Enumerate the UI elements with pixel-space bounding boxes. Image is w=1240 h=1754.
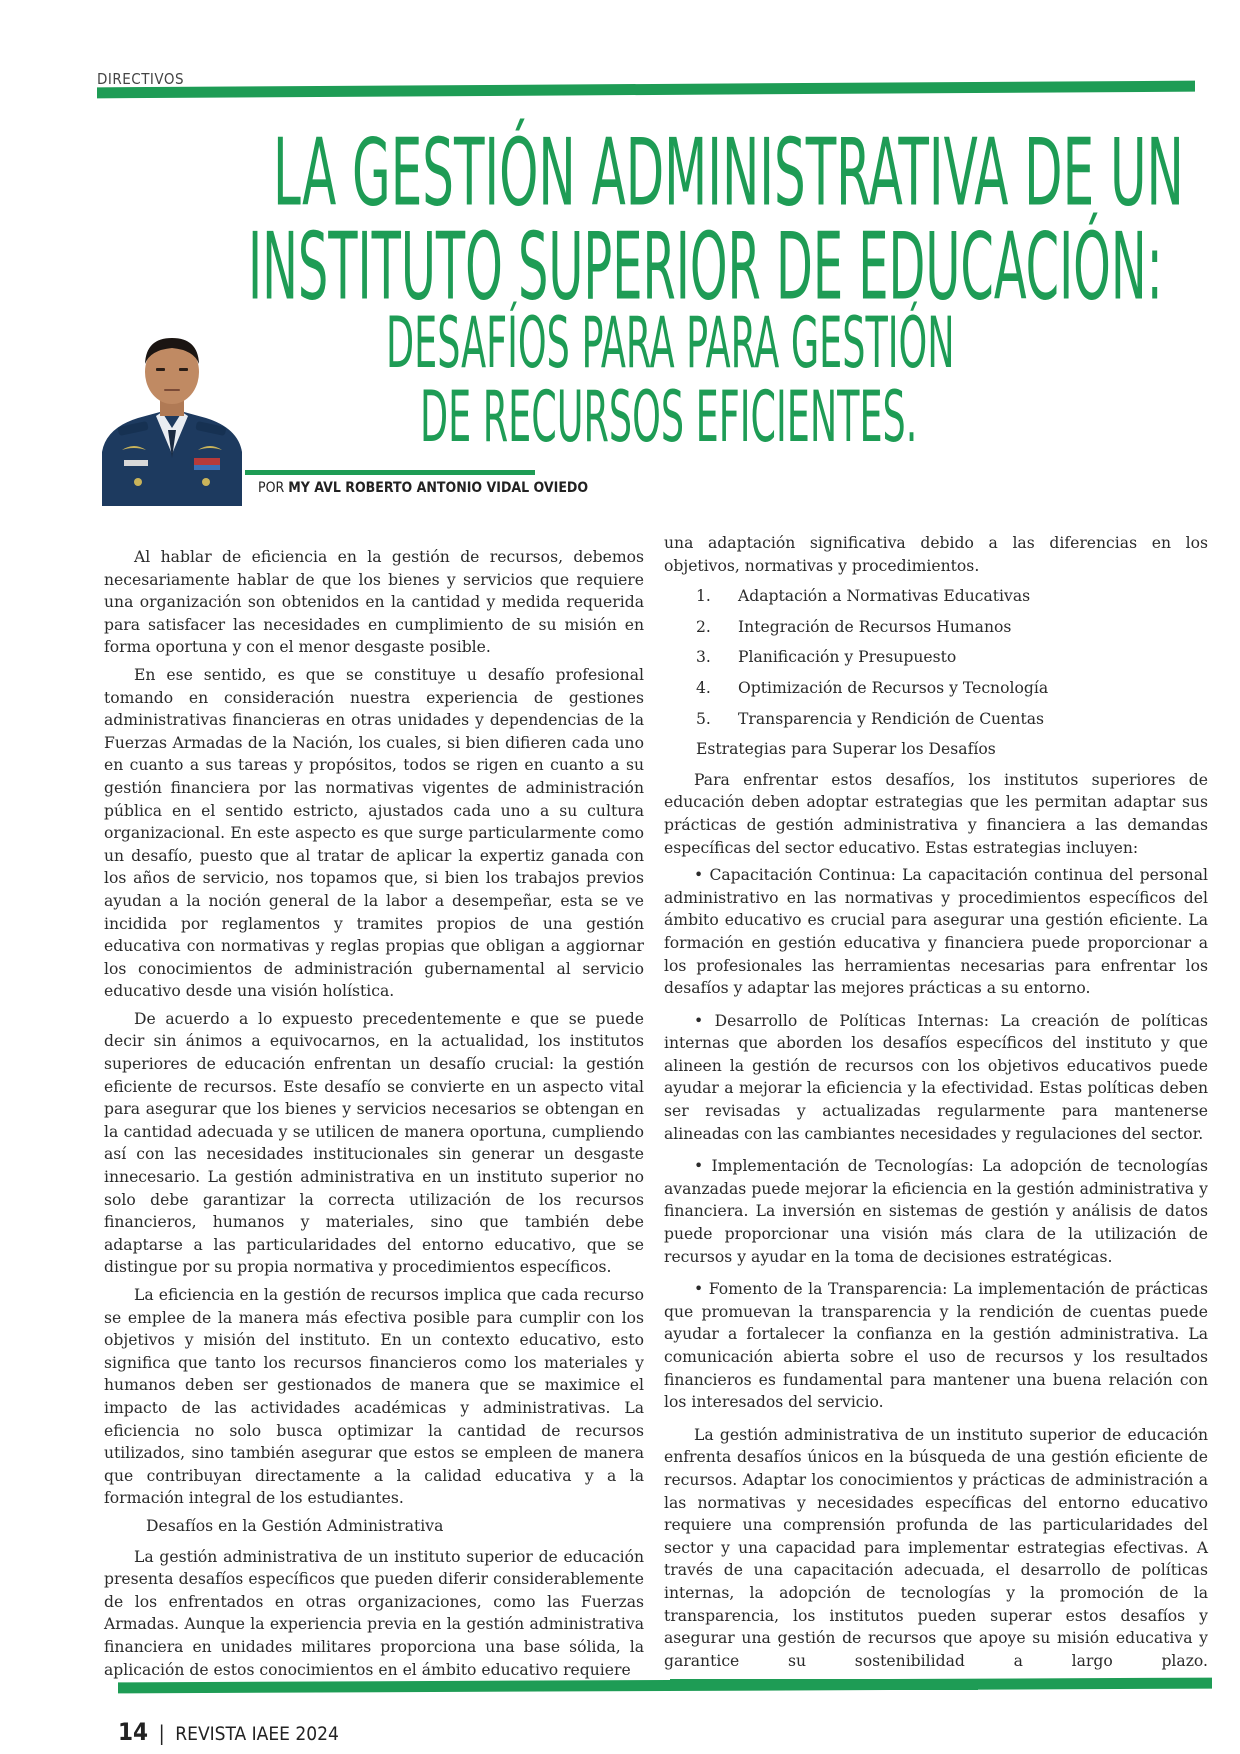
- magazine-name: REVISTA IAEE 2024: [175, 1723, 339, 1745]
- list-number: 2.: [696, 617, 711, 636]
- paragraph: En ese sentido, es que se constituye u desafío profesional tomando en consideración nuestra experiencia de gestiones administrativas financieras en otras unidades y dependencias de la Fuerzas Armadas de la Nación, los cuales, si bien difieren cada uno en cuanto a sus tareas y propósitos, todos se rigen en cuanto a su gestión financiera por las normativas vigentes de administración pública en el sentido estricto, ajustados cada uno a su cultura organizacional. En este aspecto es que surge particularmente como un desafío, puesto que al tratar de aplicar la expertiz ganada con los años de servicio, nos topamos que, si bien los trabajos previos ayudan a la noción general de la labor a desempeñar, esta se ve incidida por reglamentos y tramites propios de una gestión educativa con normativas y reglas propias que obligan a aggiornar los conocimientos de administración gubernamental al servicio educativo desde una visión holística.: [104, 665, 644, 1001]
- list-text: Optimización de Recursos y Tecnología: [738, 678, 1049, 697]
- paragraph: De acuerdo a lo expuesto precedentemente e que se puede decir sin ánimos a equivocarnos, en la actualidad, los institutos superiores de educación enfrentan un desafío crucial: la gestión eficiente de recursos. Este desafío se convierte en un aspecto vital para asegurar que los bienes y servicios necesarios se obtengan en la cantidad adecuada y se utilicen de manera oportuna, cumpliendo así con las necesidades institucionales sin generar un desgaste innecesario. La gestión administrativa en un instituto superior no solo debe garantizar la correcta utilización de los recursos financieros, humanos y materiales, sino que también debe adaptarse a las particularidades del entorno educativo, que se distingue por su propia normativa y procedimientos específicos.: [104, 1009, 644, 1277]
- title-line-4: DE RECURSOS EFICIENTES.: [420, 375, 918, 458]
- paragraph: La eficiencia en la gestión de recursos implica que cada recurso se emplee de la manera más efectiva posible para cumplir con los objetivos y misión del instituto. En un contexto educativo, esto significa que tanto los recursos financieros como los materiales y humanos deben ser gestionados de manera que se maximice el impacto de las actividades académicas y administrativas. La eficiencia no solo busca optimizar la cantidad de recursos utilizados, sino también asegurar que estos se empleen de manera que contribuyan directamente a la calidad educativa y a la formación integral de los estudiantes.: [104, 1286, 644, 1508]
- list-text: Integración de Recursos Humanos: [738, 617, 1012, 636]
- title-line-1: LA GESTIÓN ADMINISTRATIVA DE UN: [273, 118, 1184, 227]
- list-item: [696, 708, 1208, 731]
- footer-separator: |: [158, 1721, 165, 1745]
- list-item: [696, 677, 1208, 700]
- list-number: 5.: [696, 709, 711, 728]
- bullet-paragraph: • Fomento de la Transparencia: La implementación de prácticas que promuevan la transparencia y la rendición de cuentas puede ayudar a fortalecer la confianza en la gestión administrativa. La comunicación abierta sobre el uso de recursos y los resultados financieros es fundamental para mantener una buena relación con los interesados del servicio.: [664, 1280, 1208, 1412]
- list-number: 1.: [696, 587, 711, 606]
- paragraph: Para enfrentar estos desafíos, los institutos superiores de educación deben adoptar estrategias que les permitan adaptar sus prácticas de gestión administrativa y financiera a las demandas específicas del sector educativo. Estas estrategias incluyen:: [664, 770, 1208, 857]
- bullet-paragraph: • Implementación de Tecnologías: La adopción de tecnologías avanzadas puede mejorar la eficiencia en la gestión administrativa y financiera. La inversión en sistemas de gestión y análisis de datos puede proporcionar una visión más clara de la utilización de recursos y ayudar en la toma de decisiones estratégicas.: [664, 1157, 1208, 1266]
- list-text: Transparencia y Rendición de Cuentas: [738, 709, 1045, 728]
- bullet-paragraph: • Desarrollo de Políticas Internas: La creación de políticas internas que aborden los desafíos específicos del instituto y que alineen la gestión de recursos con los objetivos educativos puede ayudar a mejorar la eficiencia y la efectividad. Estas políticas deben ser revisadas y actualizadas regularmente para mantenerse alineadas con las cambiantes necesidades y regulaciones del sector.: [664, 1011, 1208, 1143]
- title-line-2: INSTITUTO SUPERIOR DE EDUCACIÓN:: [248, 212, 1163, 321]
- list-item: [696, 646, 1208, 669]
- subheading: Desafíos en la Gestión Administrativa: [146, 1516, 444, 1535]
- paragraph: Al hablar de eficiencia en la gestión de recursos, debemos necesariamente hablar de que los bienes y servicios que requiere una organización son obtenidos en la cantidad y medida requerida para satisfacer las necesidades en cumplimiento de su misión en forma oportuna y con el menor desgaste posible.: [104, 548, 644, 657]
- byline-rule: [245, 470, 535, 475]
- byline-author: MY AVL ROBERTO ANTONIO VIDAL OVIEDO: [288, 480, 589, 496]
- section-label: DIRECTIVOS: [97, 70, 185, 88]
- list-number: 4.: [696, 678, 711, 697]
- paragraph: una adaptación significativa debido a las diferencias en los objetivos, normativas y procedimientos.: [664, 534, 1208, 575]
- closing-paragraph: [664, 1424, 1208, 1695]
- closing-text: La gestión administrativa de un instituto superior de educación enfrenta desafíos únicos en la búsqueda de una gestión eficiente de recursos. Adaptar los conocimientos y prácticas de administración a las normativas y necesidades específicas del entorno educativo requiere una comprensión profunda de las particularidades del sector y una capacidad para implementar estrategias efectivas. A través de una capacitación adecuada, el desarrollo de políticas internas, la adopción de tecnologías y la promoción de la transparencia, los institutos pueden superar estos desafíos y asegurar una gestión de recursos que apoye su misión educativa y garantice su sostenibilidad a largo plazo.: [664, 1425, 1208, 1670]
- list-item: [696, 616, 1208, 639]
- title-line-3: DESAFÍOS PARA PARA GESTIÓN: [386, 301, 955, 384]
- page-number: 14: [118, 1718, 149, 1746]
- bullet-paragraph: • Capacitación Continua: La capacitación continua del personal administrativo en las normativas y procedimientos específicos del ámbito educativo es crucial para asegurar una gestión eficiente. La formación en gestión educativa y financiera puede proporcionar a los profesionales las herramientas necesarias para enfrentar los desafíos y adaptar las mejores prácticas a su entorno.: [664, 866, 1208, 998]
- list-item: [696, 585, 1208, 608]
- left-column: [104, 546, 644, 1686]
- byline: [258, 480, 588, 496]
- challenges-list: [664, 585, 1208, 730]
- subheading: Estrategias para Superar los Desafíos: [696, 740, 996, 759]
- top-accent-bar: [97, 81, 1195, 99]
- list-text: Planificación y Presupuesto: [738, 648, 957, 667]
- byline-prefix: POR: [258, 480, 285, 496]
- paragraph: La gestión administrativa de un instituto superior de educación presenta desafíos específicos que pueden diferir considerablemente de los enfrentados en otras organizaciones, como las Fuerzas Armadas. Aunque la experiencia previa en la gestión administrativa financiera en unidades militares proporciona una base sólida, la aplicación de estos conocimientos en el ámbito educativo requiere: [104, 1547, 644, 1679]
- list-number: 3.: [696, 648, 711, 667]
- page-footer: [118, 1718, 339, 1746]
- list-text: Adaptación a Normativas Educativas: [738, 587, 1031, 606]
- author-photo: [98, 332, 246, 506]
- right-column: [664, 532, 1208, 1700]
